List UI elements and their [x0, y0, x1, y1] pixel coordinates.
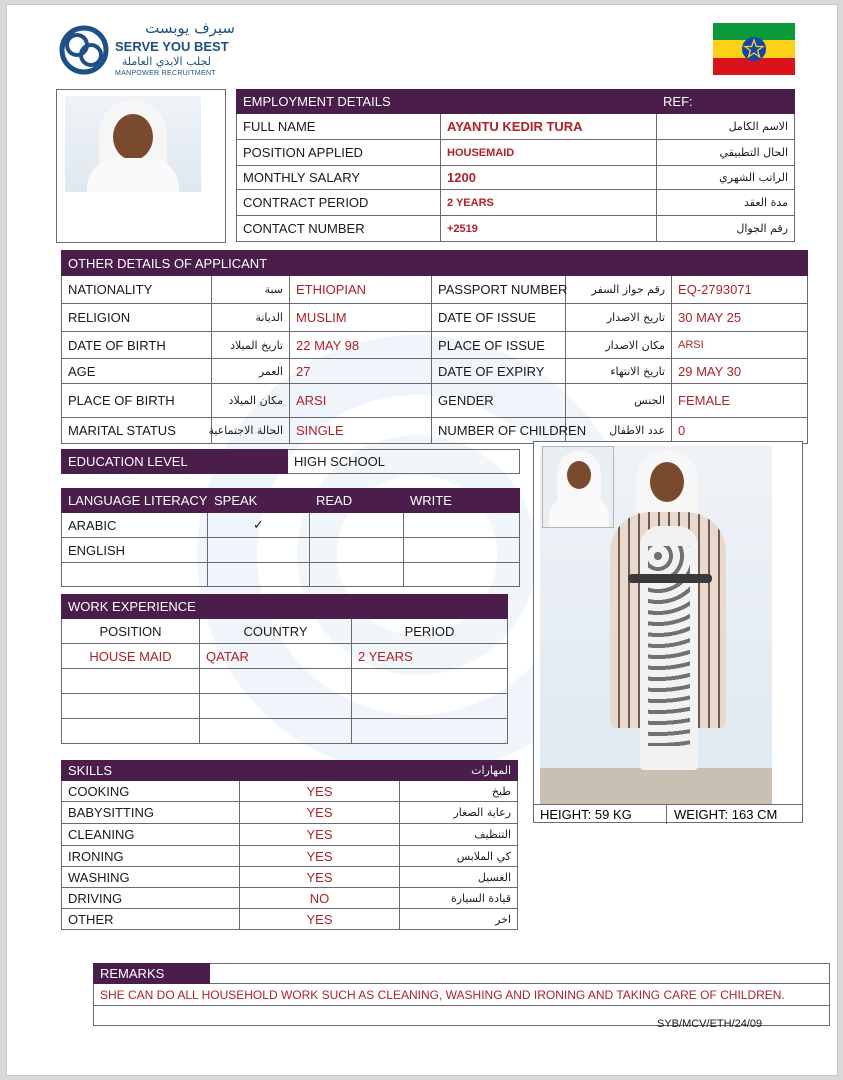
passport-number-arabic: رقم جواز السفر: [566, 276, 672, 304]
skill-arabic: رعاية الصغار: [400, 802, 518, 824]
language-name: ARABIC: [62, 513, 208, 538]
ethiopia-flag-icon: [713, 23, 795, 75]
full-body-photo-frame: [533, 441, 803, 823]
skill-arabic: طبخ: [400, 781, 518, 802]
skill-arabic: قيادة السيارة: [400, 888, 518, 909]
speak-check: [208, 538, 310, 563]
number-of-children-arabic: عدد الاطفال: [566, 418, 672, 444]
religion-value: MUSLIM: [290, 304, 432, 332]
skill-name: DRIVING: [62, 888, 240, 909]
weight-value: WEIGHT: 163 CM: [674, 807, 778, 822]
language-literacy-header: LANGUAGE LITERACY: [62, 489, 208, 513]
skill-value: YES: [240, 781, 400, 802]
remarks-table: [93, 963, 830, 1026]
remarks-text: SHE CAN DO ALL HOUSEHOLD WORK SUCH AS CLEANING, WASHING AND IRONING AND TAKING CARE OF CHILDREN.: [94, 984, 830, 1006]
age-arabic: العمر: [212, 359, 290, 384]
skill-value: YES: [240, 824, 400, 846]
marital-status-value: SINGLE: [290, 418, 432, 444]
monthly-salary-value: 1200: [441, 166, 657, 190]
skill-name: CLEANING: [62, 824, 240, 846]
table-row: [237, 216, 795, 242]
work-experience-columns: [62, 619, 508, 644]
experience-country: QATAR: [200, 644, 352, 669]
speak-check: ✓: [208, 513, 310, 538]
full-body-photo: [540, 446, 772, 804]
full-name-label: FULL NAME: [237, 114, 441, 140]
passport-number-value: EQ-2793071: [672, 276, 808, 304]
measurements-row: [534, 804, 802, 823]
skills-arabic-title: المهارات: [240, 761, 518, 781]
speak-header: SPEAK: [208, 489, 310, 513]
number-of-children-value: 0: [672, 418, 808, 444]
employment-header-row: [237, 90, 795, 114]
work-experience-header-row: [62, 595, 508, 619]
religion-label: RELIGION: [62, 304, 212, 332]
employment-details-title: EMPLOYMENT DETAILS: [237, 90, 657, 114]
contact-number-arabic: رقم الجوال: [657, 216, 795, 242]
gender-label: GENDER: [432, 384, 566, 418]
age-label: AGE: [62, 359, 212, 384]
contract-period-value: 2 YEARS: [441, 190, 657, 216]
position-header: POSITION: [62, 619, 200, 644]
table-row: [237, 166, 795, 190]
table-row: [237, 114, 795, 140]
table-row: [62, 384, 808, 418]
date-of-expiry-label: DATE OF EXPIRY: [432, 359, 566, 384]
inset-portrait: [542, 446, 614, 528]
contact-number-value: +2519: [441, 216, 657, 242]
education-level-label: EDUCATION LEVEL: [62, 450, 288, 474]
place-of-birth-label: PLACE OF BIRTH: [62, 384, 212, 418]
skill-name: OTHER: [62, 909, 240, 930]
contact-number-label: CONTACT NUMBER: [237, 216, 441, 242]
read-cell: [310, 513, 404, 538]
logo-emblem-icon: [57, 21, 111, 79]
table-row: [62, 332, 808, 359]
work-experience-table: [61, 594, 508, 744]
place-of-birth-value: ARSI: [290, 384, 432, 418]
table-row: [62, 304, 808, 332]
age-value: 27: [290, 359, 432, 384]
write-cell: [404, 513, 520, 538]
write-header: WRITE: [404, 489, 520, 513]
table-row: [62, 824, 518, 846]
table-row: [62, 276, 808, 304]
date-of-issue-arabic: تاريخ الاصدار: [566, 304, 672, 332]
document-code: SYB/MCV/ETH/24/09: [657, 1018, 763, 1030]
skill-name: BABYSITTING: [62, 802, 240, 824]
position-applied-label: POSITION APPLIED: [237, 140, 441, 166]
logo-english-name: SERVE YOU BEST: [115, 39, 229, 54]
monthly-salary-arabic: الراتب الشهري: [657, 166, 795, 190]
date-of-birth-value: 22 MAY 98: [290, 332, 432, 359]
table-row: [237, 190, 795, 216]
place-of-issue-label: PLACE OF ISSUE: [432, 332, 566, 359]
date-of-birth-label: DATE OF BIRTH: [62, 332, 212, 359]
table-row: [62, 644, 508, 669]
education-level-value: HIGH SCHOOL: [288, 450, 520, 474]
contract-period-label: CONTRACT PERIOD: [237, 190, 441, 216]
work-experience-title: WORK EXPERIENCE: [62, 595, 352, 619]
skill-value: YES: [240, 909, 400, 930]
table-row: [62, 513, 520, 538]
experience-position: HOUSE MAID: [62, 644, 200, 669]
table-row: [62, 781, 518, 802]
nationality-arabic: سبة: [212, 276, 290, 304]
table-row: [62, 802, 518, 824]
table-row: [62, 563, 520, 587]
contract-period-arabic: مدة العقد: [657, 190, 795, 216]
company-logo: [57, 19, 237, 81]
passport-number-label: PASSPORT NUMBER: [432, 276, 566, 304]
ref-label: REF:: [657, 90, 795, 114]
skill-value: YES: [240, 802, 400, 824]
skill-value: YES: [240, 867, 400, 888]
logo-arabic-name: سيرف يوبست: [145, 19, 235, 37]
country-header: COUNTRY: [200, 619, 352, 644]
height-value: HEIGHT: 59 KG: [540, 807, 632, 822]
marital-status-arabic: الحالة الاجتماعية: [212, 418, 290, 444]
logo-arabic-tagline: لجلب الايدي العاملة: [121, 55, 211, 68]
skill-arabic: اخر: [400, 909, 518, 930]
remarks-title: REMARKS: [94, 964, 210, 984]
other-details-header-row: [62, 251, 808, 276]
skill-name: COOKING: [62, 781, 240, 802]
skill-arabic: كي الملابس: [400, 846, 518, 867]
table-row: [237, 140, 795, 166]
position-applied-value: HOUSEMAID: [441, 140, 657, 166]
full-name-arabic: الاسم الكامل: [657, 114, 795, 140]
place-of-issue-arabic: مكان الاصدار: [566, 332, 672, 359]
period-header: PERIOD: [352, 619, 508, 644]
table-row: [62, 867, 518, 888]
other-details-table: [61, 250, 808, 444]
nationality-value: ETHIOPIAN: [290, 276, 432, 304]
logo-tagline: MANPOWER RECRUITMENT: [115, 70, 216, 77]
table-row: [62, 538, 520, 563]
table-row: [62, 418, 808, 444]
language-name: ENGLISH: [62, 538, 208, 563]
skills-table: [61, 760, 518, 930]
gender-arabic: الجنس: [566, 384, 672, 418]
cv-page: [6, 4, 838, 1076]
skill-name: WASHING: [62, 867, 240, 888]
skill-value: YES: [240, 846, 400, 867]
place-of-birth-arabic: مكان الميلاد: [212, 384, 290, 418]
date-of-expiry-arabic: تاريخ الانتهاء: [566, 359, 672, 384]
applicant-photo: [65, 96, 201, 192]
gender-value: FEMALE: [672, 384, 808, 418]
number-of-children-label: NUMBER OF CHILDREN: [432, 418, 566, 444]
religion-arabic: الديانة: [212, 304, 290, 332]
employment-details-table: [236, 89, 795, 242]
date-of-issue-label: DATE OF ISSUE: [432, 304, 566, 332]
place-of-issue-value: ARSI: [672, 332, 808, 359]
table-row: [62, 909, 518, 930]
portrait-frame: [56, 89, 226, 243]
write-cell: [404, 538, 520, 563]
language-header-row: [62, 489, 520, 513]
read-header: READ: [310, 489, 404, 513]
education-table: [61, 449, 520, 474]
full-name-value: AYANTU KEDIR TURA: [441, 114, 657, 140]
experience-period: 2 YEARS: [352, 644, 508, 669]
skills-header-row: [62, 761, 518, 781]
skills-title: SKILLS: [62, 761, 240, 781]
marital-status-label: MARITAL STATUS: [62, 418, 212, 444]
date-of-birth-arabic: تاريخ الميلاد: [212, 332, 290, 359]
skill-arabic: الغسيل: [400, 867, 518, 888]
skill-arabic: التنظيف: [400, 824, 518, 846]
table-row: [62, 888, 518, 909]
table-row: [62, 359, 808, 384]
skill-value: NO: [240, 888, 400, 909]
nationality-label: NATIONALITY: [62, 276, 212, 304]
table-row: [62, 846, 518, 867]
monthly-salary-label: MONTHLY SALARY: [237, 166, 441, 190]
read-cell: [310, 538, 404, 563]
position-applied-arabic: الحال التطبيقي: [657, 140, 795, 166]
other-details-title: OTHER DETAILS OF APPLICANT: [62, 251, 432, 276]
language-table: [61, 488, 520, 587]
skill-name: IRONING: [62, 846, 240, 867]
date-of-issue-value: 30 MAY 25: [672, 304, 808, 332]
date-of-expiry-value: 29 MAY 30: [672, 359, 808, 384]
